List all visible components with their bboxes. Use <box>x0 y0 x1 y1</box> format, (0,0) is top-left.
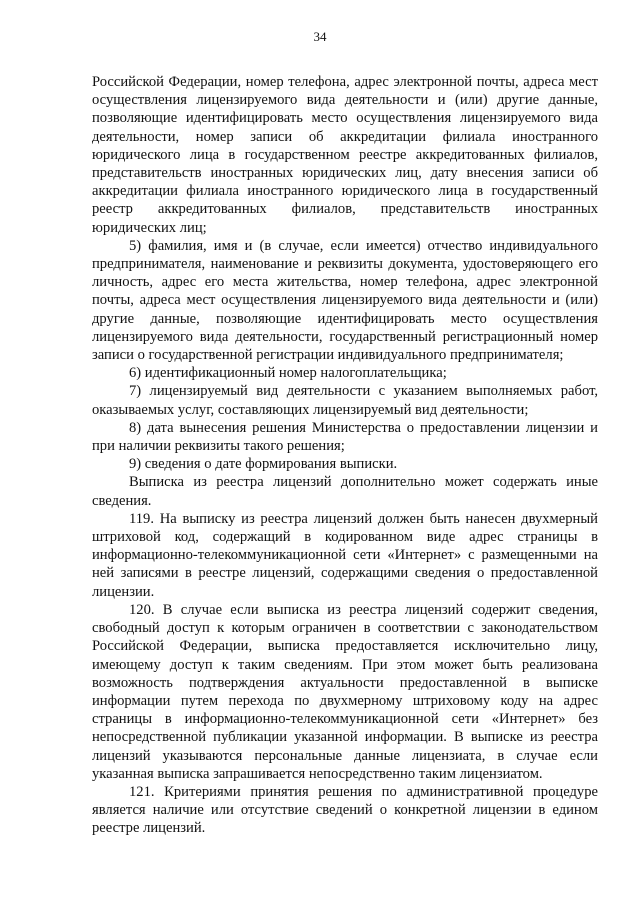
document-body <box>92 73 598 838</box>
paragraph-121: 121. Критериями принятия решения по административной процедуре является наличие или отсутствие сведений о конкретной лицензии в едином реестре лицензий. <box>92 783 598 837</box>
paragraph-item-8: 8) дата вынесения решения Министерства о предоставлении лицензии и при наличии реквизиты такого решения; <box>92 419 598 455</box>
page-number: 34 <box>313 29 327 44</box>
paragraph-item-6: 6) идентификационный номер налогоплательщика; <box>129 365 447 382</box>
paragraph-extract-extra: Выписка из реестра лицензий дополнительно может содержать иные сведения. <box>92 474 598 509</box>
paragraph-119: 119. На выписку из реестра лицензий должен быть нанесен двухмерный штриховой код, содержащий в кодированном виде адрес страницы в информационно-телекоммуникационной сети «Интернет» с размещенными на ней записями в реестре лицензий, содержащими сведения о предоставленной лицензии. <box>92 510 598 600</box>
paragraph-item-5: 5) фамилия, имя и (в случае, если имеется) отчество индивидуального предпринимателя, наименование и реквизиты документа, удостоверяющего его личность, адрес его места жительства, номер телефона, адрес электронной почты, адреса мест осуществления лицензируемого вида деятельности и (или) другие данные, позволяющие идентифицировать место осуществления лицензируемого вида деятельности, государственный регистрационный номер записи о государственной регистрации индивидуального предпринимателя; <box>92 237 598 364</box>
paragraph-continuation: Российской Федерации, номер телефона, адрес электронной почты, адреса мест осуществления лицензируемого вида деятельности и (или) другие данные, позволяющие идентифицировать место осуществления лицензируемого вида деятельности, номер записи об аккредитации филиала иностранного юридического лица в государственном реестре аккредитованных филиалов, представительств иностранных юридических лиц, дату внесения записи об аккредитации филиала иностранного юридического лица в государственный реестр аккредитованных филиалов, представительств иностранных юридических лиц; <box>92 74 598 236</box>
paragraph-item-9: 9) сведения о дате формирования выписки. <box>129 456 398 473</box>
paragraph-120: 120. В случае если выписка из реестра лицензий содержит сведения, свободный доступ к которым ограничен в соответствии с законодательством Российской Федерации, выписка предоставляется исключительно лицу, имеющему доступ к таким сведениям. При этом может быть реализована возможность подтверждения актуальности предоставленной в выписке информации путем перехода по двухмерному штриховому коду на адрес страницы в информационно-телекоммуникационной сети «Интернет» без непосредственной публикации указанной информации. В выписке из реестра лицензий указываются персональные данные лицензиата, в случае если указанная выписка запрашивается непосредственно таким лицензиатом. <box>92 601 598 782</box>
paragraph-item-7: 7) лицензируемый вид деятельности с указанием выполняемых работ, оказываемых услуг, составляющих лицензируемый вид деятельности; <box>92 383 598 418</box>
